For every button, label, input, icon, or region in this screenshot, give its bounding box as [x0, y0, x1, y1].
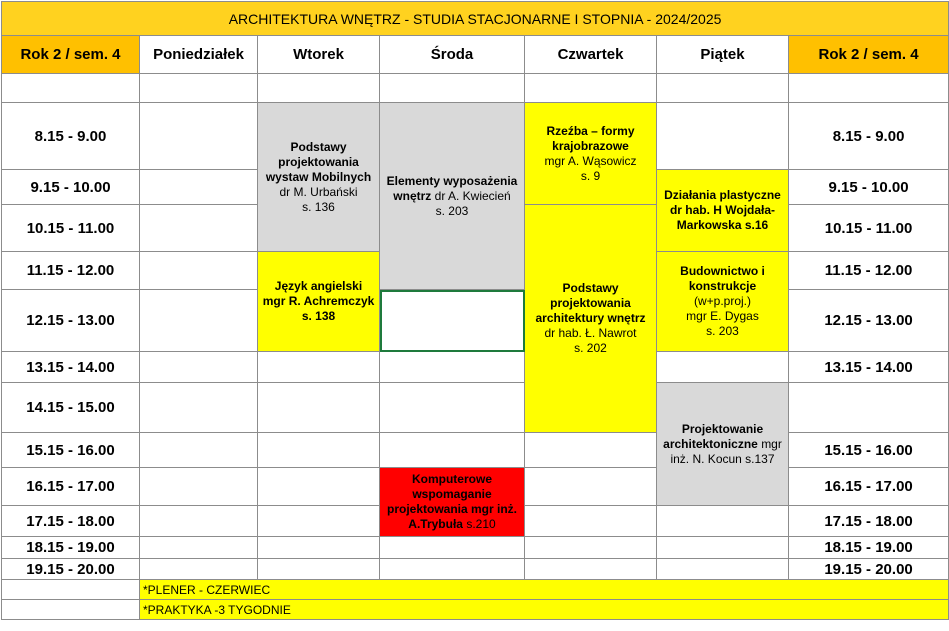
selected-cell[interactable]	[380, 290, 525, 352]
empty-cell	[140, 383, 258, 433]
time-slot-right: 18.15 - 19.00	[789, 537, 949, 559]
empty-cell	[140, 468, 258, 506]
class-name: Budownictwo i konstrukcje	[680, 264, 765, 293]
empty-cell	[140, 559, 258, 580]
class-block	[657, 252, 789, 352]
note-praktyka: *PRAKTYKA -3 TYGODNIE	[140, 600, 949, 620]
class-block	[258, 103, 380, 252]
time-slot-left: 10.15 - 11.00	[2, 205, 140, 252]
class-room: s. 136	[302, 199, 335, 214]
empty-cell	[258, 74, 380, 103]
time-slot-left: 16.15 - 17.00	[2, 468, 140, 506]
empty-cell	[140, 352, 258, 383]
class-room: s. 202	[574, 341, 607, 355]
header-year-right: Rok 2 / sem. 4	[789, 36, 949, 74]
time-slot-left: 14.15 - 15.00	[2, 383, 140, 433]
class-teacher: dr hab. Ł. Nawrot	[544, 326, 637, 340]
time-slot-left: 18.15 - 19.00	[2, 537, 140, 559]
class-teacher: mgr E. Dygas	[686, 309, 759, 323]
empty-cell	[258, 537, 380, 559]
class-teacher: dr M. Urbański	[279, 184, 358, 199]
time-slot-right: 13.15 - 14.00	[789, 352, 949, 383]
header-day-tuesday: Wtorek	[258, 36, 380, 74]
class-name: Język angielski	[274, 279, 363, 293]
note-plener: *PLENER - CZERWIEC	[140, 580, 949, 600]
empty-cell	[2, 580, 140, 600]
class-teacher: mgr inż. N. Kocun s.137	[670, 436, 782, 466]
class-block	[525, 205, 657, 433]
empty-cell	[258, 559, 380, 580]
empty-cell	[525, 74, 657, 103]
time-slot-right: 8.15 - 9.00	[789, 103, 949, 170]
class-teacher: mgr R. Achremczyk	[262, 294, 375, 308]
schedule-title: ARCHITEKTURA WNĘTRZ - STUDIA STACJONARNE I STOPNIA - 2024/2025	[2, 2, 949, 36]
empty-cell	[258, 506, 380, 537]
empty-cell	[789, 74, 949, 103]
class-name: Komputerowe wspomaganie projektowania mgr inż. A.Trybuła	[386, 472, 518, 531]
class-block	[657, 383, 789, 506]
schedule-table	[1, 1, 949, 620]
empty-cell	[140, 290, 258, 352]
empty-cell	[258, 468, 380, 506]
class-name: Podstawy projektowania wystaw Mobilnych	[265, 139, 372, 184]
class-room: s. 203	[706, 324, 739, 338]
empty-cell	[380, 537, 525, 559]
time-slot-right: 11.15 - 12.00	[789, 252, 949, 290]
header-day-thursday: Czwartek	[525, 36, 657, 74]
class-teacher: dr A. Kwiecień	[434, 188, 511, 203]
class-room: s. 203	[435, 203, 469, 218]
empty-cell	[657, 559, 789, 580]
time-slot-right: 16.15 - 17.00	[789, 468, 949, 506]
empty-cell	[380, 433, 525, 468]
class-name: Rzeźba – formy krajobrazowe	[546, 123, 635, 153]
time-slot-left: 19.15 - 20.00	[2, 559, 140, 580]
empty-cell	[380, 559, 525, 580]
time-slot-left: 17.15 - 18.00	[2, 506, 140, 537]
empty-cell	[657, 506, 789, 537]
empty-cell	[380, 352, 525, 383]
class-room: s. 9	[580, 168, 601, 183]
empty-cell	[258, 433, 380, 468]
empty-cell	[2, 74, 140, 103]
empty-cell	[140, 537, 258, 559]
header-day-friday: Piątek	[657, 36, 789, 74]
class-extra: (w+p.proj.)	[693, 294, 752, 308]
empty-cell	[525, 559, 657, 580]
class-teacher: mgr A. Wąsowicz	[544, 153, 637, 168]
class-name: Podstawy projektowania architektury wnętrz	[535, 281, 646, 325]
time-slot-left: 15.15 - 16.00	[2, 433, 140, 468]
empty-cell	[657, 74, 789, 103]
empty-cell	[258, 383, 380, 433]
time-slot-right: 19.15 - 20.00	[789, 559, 949, 580]
empty-cell	[525, 537, 657, 559]
header-day-wednesday: Środa	[380, 36, 525, 74]
time-slot-right: 10.15 - 11.00	[789, 205, 949, 252]
empty-cell	[140, 170, 258, 205]
empty-cell	[525, 433, 657, 468]
time-slot-right: 9.15 - 10.00	[789, 170, 949, 205]
time-slot-left: 13.15 - 14.00	[2, 352, 140, 383]
empty-cell	[657, 352, 789, 383]
empty-cell	[140, 433, 258, 468]
empty-cell	[258, 352, 380, 383]
time-slot-right: 12.15 - 13.00	[789, 290, 949, 352]
class-block	[380, 468, 525, 537]
class-block	[258, 252, 380, 352]
empty-cell	[657, 537, 789, 559]
empty-cell	[140, 103, 258, 170]
time-slot-left: 8.15 - 9.00	[2, 103, 140, 170]
class-name: Elementy wyposażenia wnętrz	[386, 173, 518, 203]
time-slot-left: 9.15 - 10.00	[2, 170, 140, 205]
empty-cell	[657, 103, 789, 170]
empty-cell	[2, 600, 140, 620]
class-name: Działania plastyczne dr hab. H Wojdała-Markowska s.16	[664, 188, 781, 232]
class-block	[525, 103, 657, 205]
time-slot-left: 12.15 - 13.00	[2, 290, 140, 352]
empty-cell	[140, 205, 258, 252]
class-room: s.210	[466, 517, 496, 531]
time-slot-right: 17.15 - 18.00	[789, 506, 949, 537]
time-slot-right: 15.15 - 16.00	[789, 433, 949, 468]
empty-cell	[789, 383, 949, 433]
empty-cell	[140, 252, 258, 290]
empty-cell	[380, 74, 525, 103]
class-room: s. 138	[301, 309, 336, 323]
header-year-left: Rok 2 / sem. 4	[2, 36, 140, 74]
empty-cell	[525, 468, 657, 506]
empty-cell	[140, 506, 258, 537]
class-block	[380, 103, 525, 290]
class-name: Projektowanie architektoniczne	[663, 421, 764, 451]
class-block	[657, 170, 789, 252]
empty-cell	[380, 383, 525, 433]
time-slot-left: 11.15 - 12.00	[2, 252, 140, 290]
empty-cell	[140, 74, 258, 103]
header-day-monday: Poniedziałek	[140, 36, 258, 74]
empty-cell	[525, 506, 657, 537]
